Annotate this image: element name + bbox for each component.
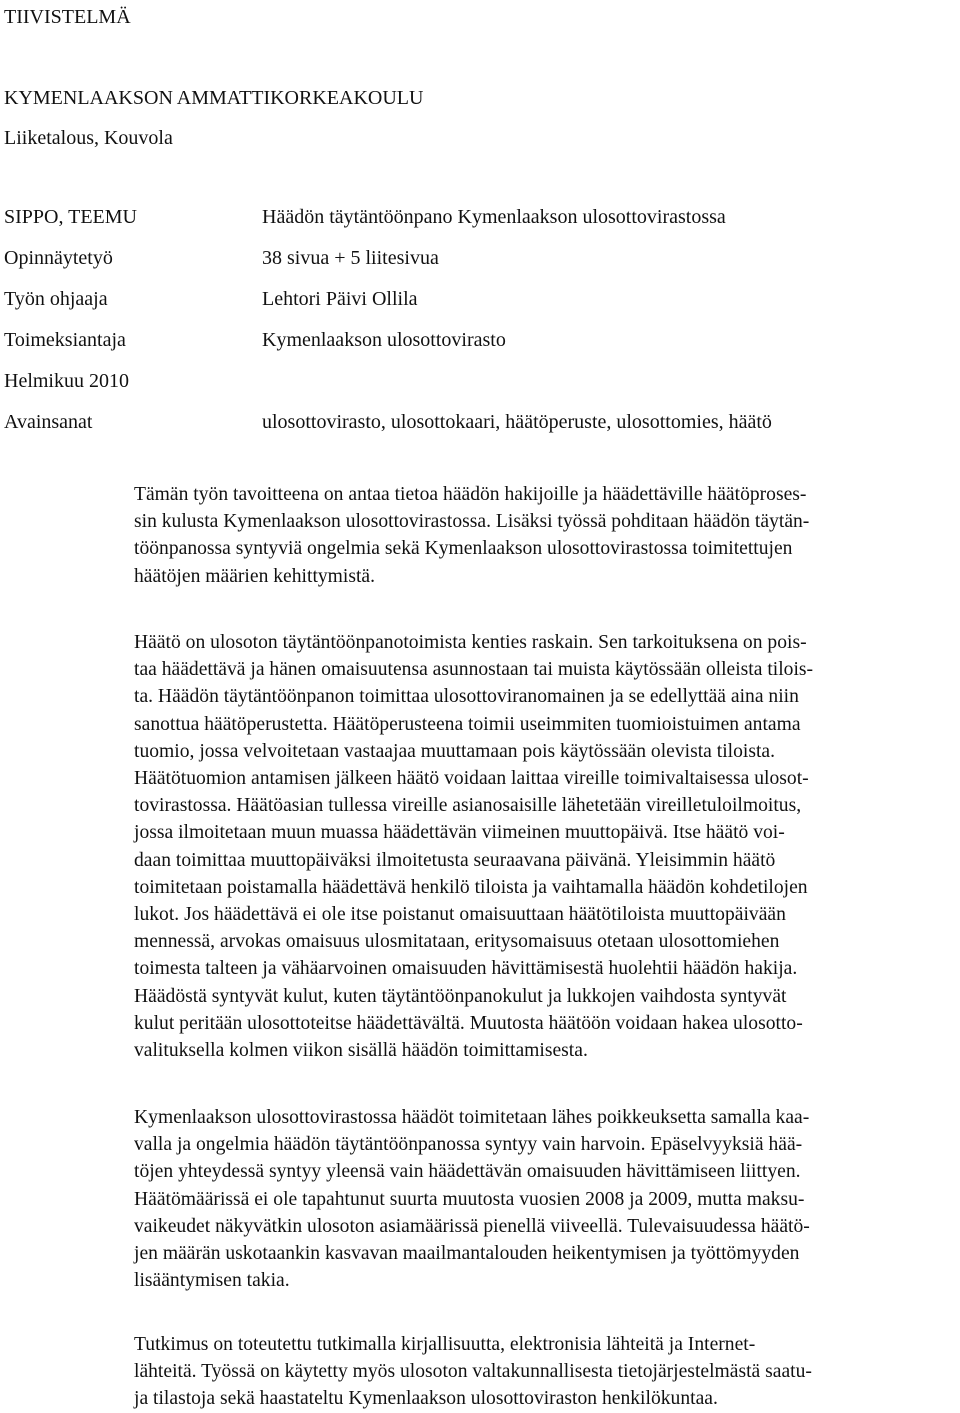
paragraph-line: sanottua häätöperustetta. Häätöperusteena toimii useimmiten tuomioistuimen antama [134, 713, 801, 735]
paragraph-line: valituksella kolmen viikon sisällä häädön toimittamisesta. [134, 1040, 588, 1062]
meta-label-author: SIPPO, TEEMU [4, 206, 137, 228]
abstract-paragraph-4 [134, 1331, 954, 1413]
paragraph-line: häätöjen määrien kehittymistä. [134, 565, 376, 587]
department-name: Liiketalous, Kouvola [4, 127, 173, 149]
meta-value-thesis-title: Häädön täytäntöönpano Kymenlaakson ulosottovirastossa [262, 206, 726, 228]
paragraph-line: mennessä, arvokas omaisuus ulosmitataan, eritysomaisuus otetaan ulosottomiehen [134, 931, 780, 953]
paragraph-line: jen määrän uskotaankin kasvavan maailmantalouden heikentymisen ja työttömyyden [134, 1243, 800, 1265]
abstract-paragraph-1 [134, 481, 954, 590]
paragraph-line: lisääntymisen takia. [134, 1270, 290, 1292]
paragraph-line: Tämän työn tavoitteena on antaa tietoa häädön hakijoille ja häädettäville häätöproses- [134, 484, 807, 505]
paragraph-line: Häätö on ulosoton täytäntöönpanotoimista kenties raskain. Sen tarkoituksena on pois- [134, 632, 807, 653]
paragraph-line: sin kulusta Kymenlaakson ulosottovirastossa. Lisäksi työssä pohditaan häädön täytän- [134, 511, 810, 533]
paragraph-line: ja tilastoja sekä haastateltu Kymenlaakson ulosottoviraston henkilökuntaa. [134, 1388, 718, 1410]
meta-label-date: Helmikuu 2010 [4, 370, 129, 392]
paragraph-line: jossa ilmoitetaan muun muassa häädettävän viimeinen muuttopäivä. Itse häätö voi- [134, 822, 785, 844]
abstract-paragraph-2 [134, 629, 954, 1064]
meta-value-supervisor: Lehtori Päivi Ollila [262, 288, 418, 310]
meta-value-keywords: ulosottovirasto, ulosottokaari, häätöperuste, ulosottomies, häätö [262, 411, 772, 433]
abstract-paragraph-3 [134, 1104, 954, 1294]
meta-value-pages: 38 sivua + 5 liitesivua [262, 247, 439, 269]
paragraph-line: Häätötuomion antamisen jälkeen häätö voidaan laittaa vireille toimivaltaisessa ulosot- [134, 768, 809, 790]
paragraph-line: vaikeudet näkyvätkin ulosoton asiamäärissä pienellä viiveellä. Tulevaisuudessa häätö- [134, 1215, 810, 1237]
paragraph-line: Häädöstä syntyvät kulut, kuten täytäntöönpanokulut ja lukkojen vaihdosta syntyvät [134, 985, 787, 1007]
paragraph-line: taa häädettävä ja hänen omaisuutensa asunnostaan tai muista käytössään olleista tilois- [134, 659, 814, 681]
school-name: KYMENLAAKSON AMMATTIKORKEAKOULU [4, 87, 424, 109]
paragraph-line: Häätömäärissä ei ole tapahtunut suurta muutosta vuosien 2008 ja 2009, mutta maksu- [134, 1188, 805, 1210]
meta-value-commissioner: Kymenlaakson ulosottovirasto [262, 329, 506, 351]
paragraph-line: Tutkimus on toteutettu tutkimalla kirjallisuutta, elektronisia lähteitä ja Internet- [134, 1334, 756, 1355]
meta-label-supervisor: Työn ohjaaja [4, 288, 108, 310]
paragraph-line: tuomio, jossa velvoitetaan vastaajaa muuttamaan pois käytössään olevista tiloista. [134, 740, 775, 762]
paragraph-line: töönpanossa syntyviä ongelmia sekä Kymenlaakson ulosottovirastossa toimitettujen [134, 538, 793, 560]
paragraph-line: Kymenlaakson ulosottovirastossa häädöt toimitetaan lähes poikkeuksetta samalla kaa- [134, 1107, 810, 1128]
meta-label-thesis: Opinnäytetyö [4, 247, 113, 269]
paragraph-line: valla ja ongelmia häädön täytäntöönpanossa syntyy vain harvoin. Epäselvyyksiä hää- [134, 1134, 803, 1156]
paragraph-line: toimitetaan poistamalla häädettävä henkilö tiloista ja vaihtamalla häädön kohdetilojen [134, 876, 808, 898]
document-title: TIIVISTELMÄ [4, 6, 131, 28]
meta-label-keywords: Avainsanat [4, 411, 93, 433]
paragraph-line: lähteitä. Työssä on käytetty myös ulosoton valtakunnallisesta tietojärjestelmästä saatu- [134, 1361, 812, 1383]
meta-label-commissioner: Toimeksiantaja [4, 329, 126, 351]
paragraph-line: toimesta talteen ja vähäarvoinen omaisuuden hävittämisestä huolehtii häädön hakija. [134, 958, 798, 980]
paragraph-line: tovirastossa. Häätöasian tullessa vireille asianosaisille lähetetään vireilletuloilmoitus, [134, 795, 802, 817]
paragraph-line: kulut peritään ulosottoteitse häädettävältä. Muutosta häätöön voidaan hakea ulosotto- [134, 1012, 803, 1034]
paragraph-line: daan toimittaa muuttopäiväksi ilmoitetusta seuraavana päivänä. Yleisimmin häätö [134, 849, 776, 871]
paragraph-line: töjen yhteydessä syntyy yleensä vain häädettävän omaisuuden hävittämiseen liittyen. [134, 1161, 801, 1183]
paragraph-line: lukot. Jos häädettävä ei ole itse poistanut omaisuuttaan häätötiloista muuttopäivään [134, 904, 786, 926]
paragraph-line: ta. Häädön täytäntöönpanon toimittaa ulosottoviranomainen ja se edellyttää aina niin [134, 686, 799, 708]
